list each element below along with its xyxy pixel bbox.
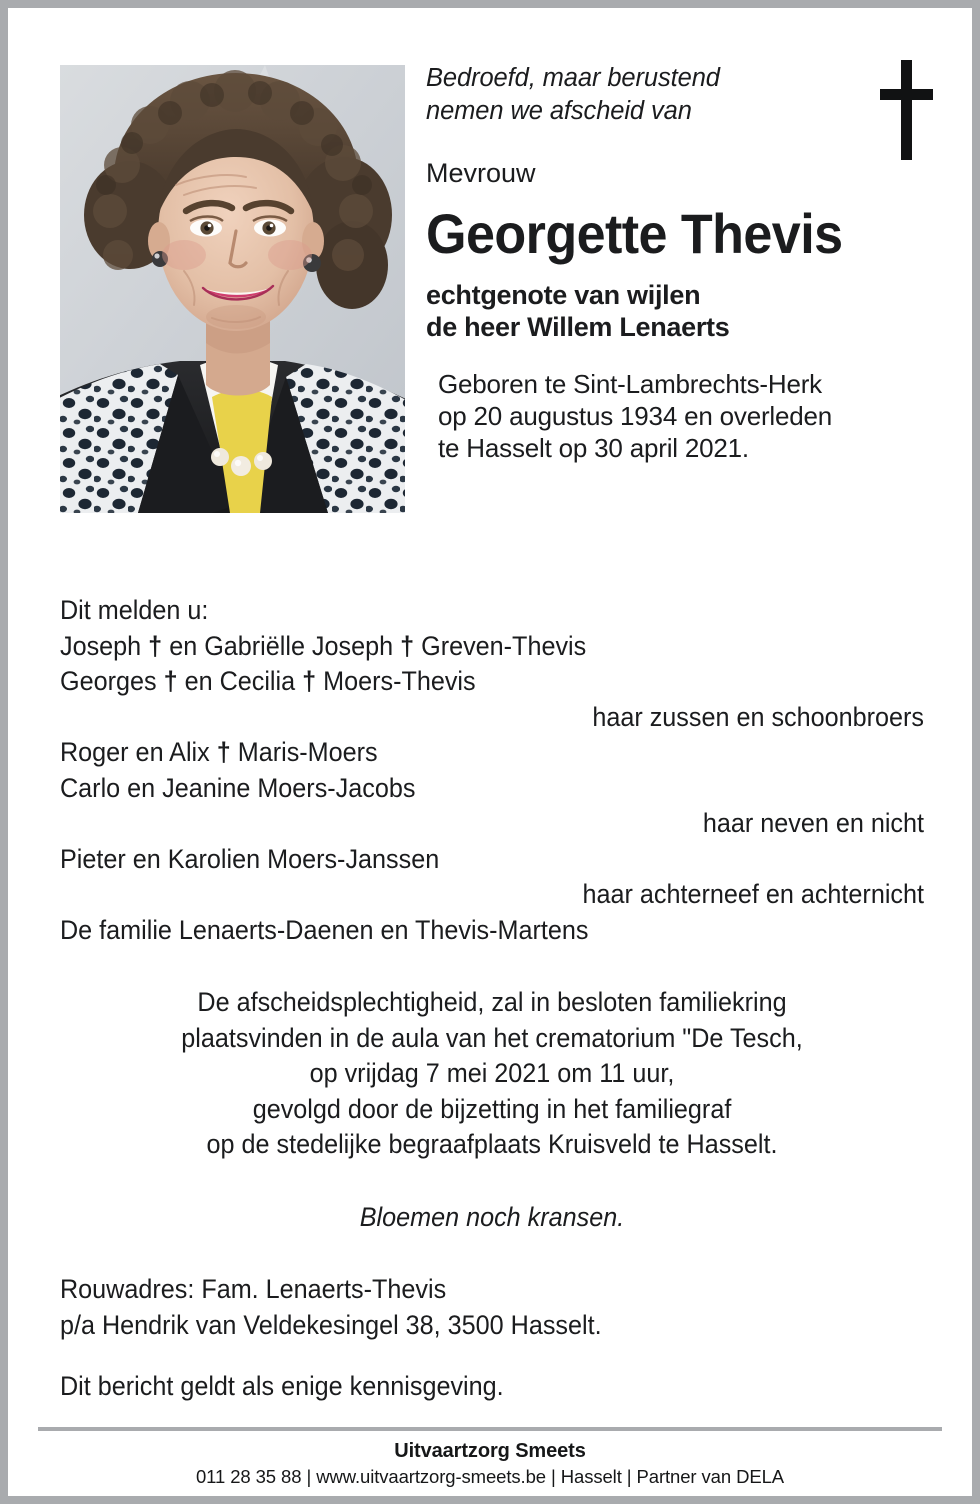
spacer xyxy=(60,1343,924,1369)
salutation: Mevrouw xyxy=(426,158,536,188)
spacer xyxy=(60,948,924,985)
family-line: Pieter en Karolien Moers-Janssen xyxy=(60,843,440,874)
mourning-address-line-2: p/a Hendrik van Veldekesingel 38, 3500 Hasselt. xyxy=(60,1309,602,1340)
announcement-block xyxy=(60,593,924,948)
funeral-home-contact: 011 28 35 88 | www.uitvaartzorg-smeets.be | Hasselt | Partner van DELA xyxy=(195,1466,785,1487)
spouse-line-2: de heer Willem Lenaerts xyxy=(426,311,730,342)
sole-notice: Dit bericht geldt als enige kennisgeving. xyxy=(60,1371,504,1401)
dagger-icon: † xyxy=(148,630,163,661)
mourning-address-block xyxy=(60,1272,924,1343)
mourning-address-line-1: Rouwadres: Fam. Lenaerts-Thevis xyxy=(60,1274,447,1304)
birth-line: Geboren te Sint-Lambrechts-Herk xyxy=(438,369,822,399)
spacer xyxy=(60,1163,924,1200)
card-header xyxy=(8,8,972,528)
announcement-heading: Dit melden u: xyxy=(60,595,209,625)
dagger-icon: † xyxy=(216,737,231,767)
dagger-icon: † xyxy=(302,666,317,696)
funeral-home-name: Uitvaartzorg Smeets xyxy=(394,1440,586,1462)
ceremony-line-2: plaatsvinden in de aula van het crematorium "De Tesch, xyxy=(181,1022,803,1053)
family-line: Carlo en Jeanine Moers-Jacobs xyxy=(60,772,416,803)
family-line: De familie Lenaerts-Daenen en Thevis-Martens xyxy=(60,914,589,945)
card-body xyxy=(60,593,924,1405)
family-line: Georges † en Cecilia † Moers-Thevis xyxy=(60,666,476,696)
intro-line-1: Bedroefd, maar berustend xyxy=(426,64,720,92)
dagger-icon: † xyxy=(163,666,178,696)
header-text-column xyxy=(426,62,936,464)
spacer xyxy=(60,1235,924,1272)
ceremony-line-1: De afscheidsplechtigheid, zal in besloten familiekring xyxy=(197,987,787,1017)
portrait-illustration xyxy=(60,65,405,513)
ceremony-line-5: op de stedelijke begraafplaats Kruisveld te Hasselt. xyxy=(206,1129,778,1159)
spouse-line-1: echtgenote van wijlen xyxy=(426,280,701,310)
ceremony-line-4: gevolgd door de bijzetting in het familiegraf xyxy=(252,1093,732,1124)
deceased-name: Georgette Thevis xyxy=(426,202,843,265)
ceremony-block xyxy=(60,985,924,1163)
portrait-photo xyxy=(60,65,405,513)
footer-divider xyxy=(38,1427,942,1431)
relation-label-1: haar zussen en schoonbroers xyxy=(592,701,924,732)
card-footer xyxy=(8,1438,972,1490)
family-line: Roger en Alix † Maris-Moers xyxy=(60,737,378,767)
relation-label-2: haar neven en nicht xyxy=(702,808,924,838)
ceremony-line-3: op vrijdag 7 mei 2021 om 11 uur, xyxy=(309,1058,675,1088)
flowers-note: Bloemen noch kransen. xyxy=(359,1201,625,1232)
death-line-1: op 20 augustus 1934 en overleden xyxy=(438,401,833,431)
family-line: Joseph † en Gabriëlle Joseph † Greven-Thevis xyxy=(60,630,587,661)
death-line-2: te Hasselt op 30 april 2021. xyxy=(438,433,749,463)
relation-label-3: haar achterneef en achternicht xyxy=(582,879,924,909)
dagger-icon: † xyxy=(400,630,415,661)
intro-line-2: nemen we afscheid van xyxy=(426,97,692,125)
